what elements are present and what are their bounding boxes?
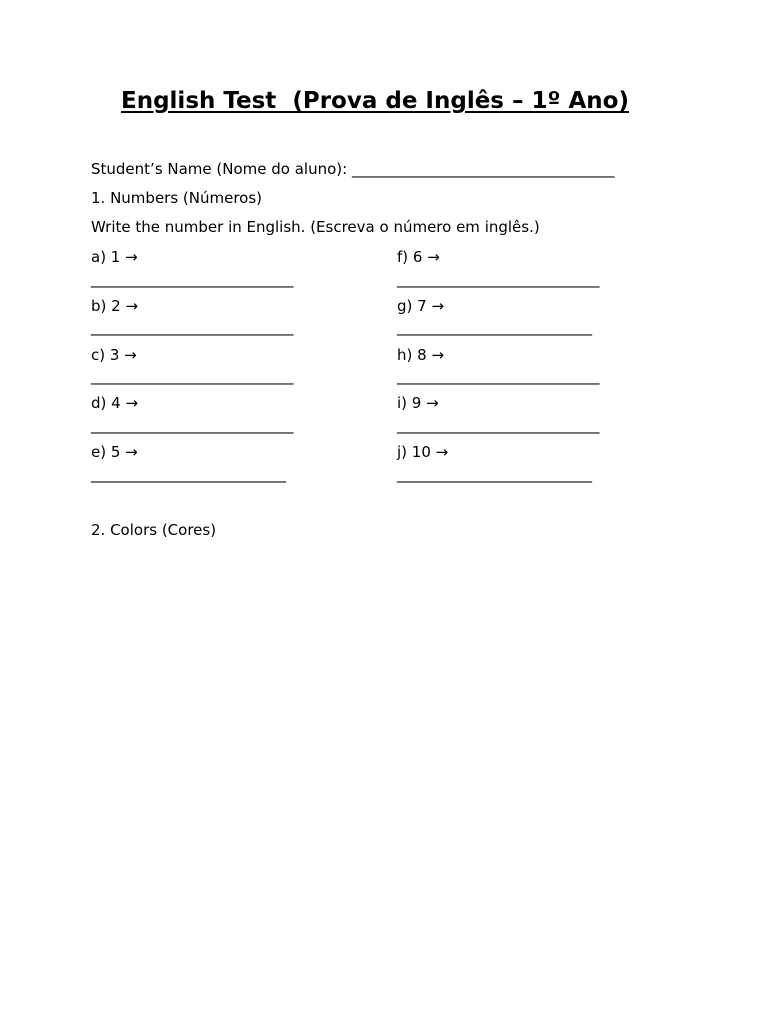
question-g-answer-line: __________________________ [397,318,592,336]
question-g-label: g) 7 → [397,297,445,315]
question-f-label: f) 6 → [397,248,440,266]
question-d-answer-line: ___________________________ [91,416,294,434]
question-a-label: a) 1 → [91,248,138,266]
page-title: English Test (Prova de Inglês – 1º Ano) [121,88,629,114]
question-h-answer-line: ___________________________ [397,367,600,385]
question-i-answer-line: ___________________________ [397,416,600,434]
student-name-field: Student’s Name (Nome do aluno): ___________________________________ [91,160,615,178]
question-h-label: h) 8 → [397,346,445,364]
question-i-label: i) 9 → [397,394,439,412]
question-c-label: c) 3 → [91,346,137,364]
question-d-label: d) 4 → [91,394,139,412]
question-j-answer-line: __________________________ [397,465,592,483]
question-c-answer-line: ___________________________ [91,367,294,385]
question-b-answer-line: ___________________________ [91,318,294,336]
question-j-label: j) 10 → [397,443,449,461]
question-a-answer-line: ___________________________ [91,270,294,288]
question-b-label: b) 2 → [91,297,139,315]
section-2-heading: 2. Colors (Cores) [91,521,217,539]
question-e-answer-line: __________________________ [91,465,286,483]
question-e-label: e) 5 → [91,443,138,461]
question-f-answer-line: ___________________________ [397,270,600,288]
section-1-heading: 1. Numbers (Números) [91,189,263,207]
section-1-instruction: Write the number in English. (Escreva o número em inglês.) [91,218,540,236]
